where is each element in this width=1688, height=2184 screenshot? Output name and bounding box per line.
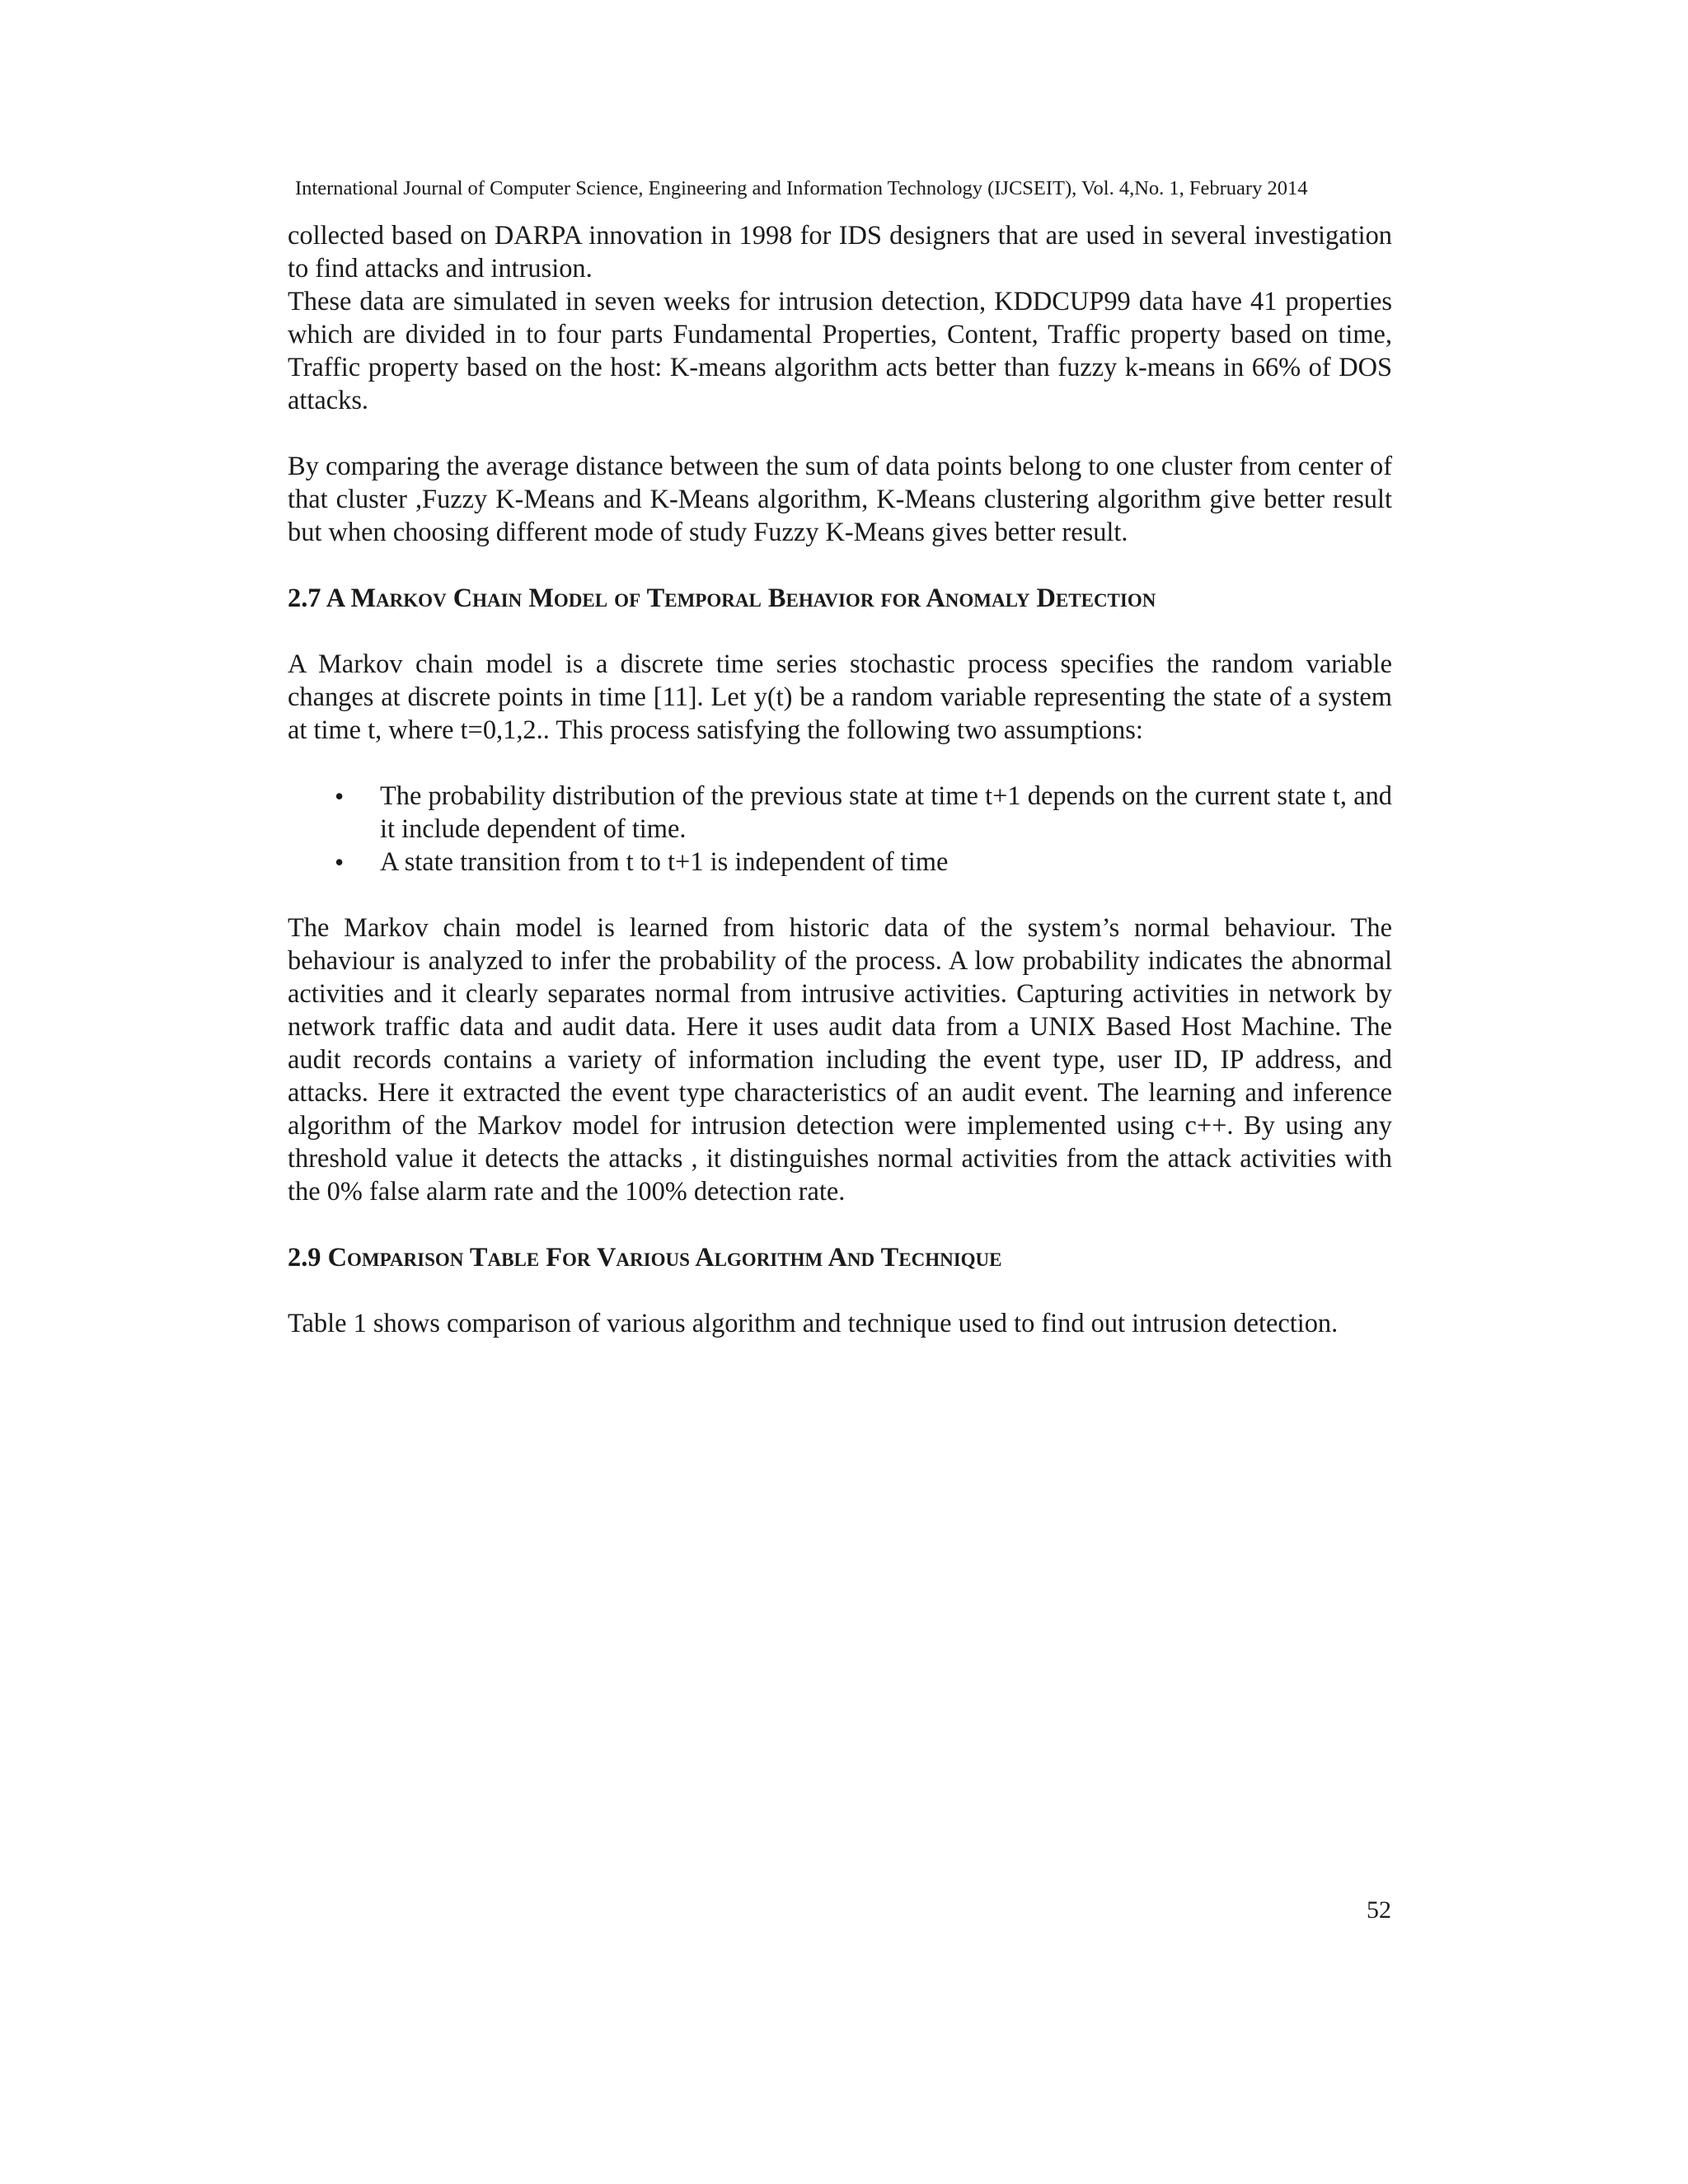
bullet-icon: • xyxy=(335,847,345,877)
paragraph-kmeans-comparison: By comparing the average distance between the sum of data points belong to one cluster from center of that cluster ,Fuzzy K-Means and K-Means algorithm, K-Means clustering algorithm give better result but when choosing different mode of study Fuzzy K-Means gives better result. xyxy=(288,452,1392,547)
paragraph-darpa: collected based on DARPA innovation in 1998 for IDS designers that are used in several investigation to find attacks and intrusion. xyxy=(288,221,1392,284)
page-number: 52 xyxy=(1367,1896,1391,1924)
paragraph-markov-intro: A Markov chain model is a discrete time series stochastic process specifies the random variable changes at discrete points in time [11]. Let y(t) be a random variable representing the state of a system at time t, where t=0,1,2.. This process satisfying the following two assumptions: xyxy=(288,649,1392,745)
list-item xyxy=(288,780,1392,846)
list-item-text: The probability distribution of the previous state at time t+1 depends on the current state t, and it include dependent of time. xyxy=(380,781,1392,844)
paragraph-markov-body: The Markov chain model is learned from historic data of the system’s normal behaviour. The behaviour is analyzed to infer the probability of the process. A low probability indicates the abnormal activities and it clearly separates normal from intrusive activities. Capturing activities in network by network traffic data and audit data. Here it uses audit data from a UNIX Based Host Machine. The audit records contains a variety of information including the event type, user ID, IP address, and attacks. Here it extracted the event type characteristics of an audit event. The learning and inference algorithm of the Markov model for intrusion detection were implemented using c++. By using any threshold value it detects the attacks , it distinguishes normal activities from the attack activities with the 0% false alarm rate and the 100% detection rate. xyxy=(288,913,1392,1207)
list-item xyxy=(288,846,1392,879)
paragraph-table-intro: Table 1 shows comparison of various algorithm and technique used to find out intrusion detection. xyxy=(288,1309,1339,1338)
section-heading-2-7: 2.7 A Markov Chain Model of Temporal Behavior for Anomaly Detection xyxy=(288,583,1156,613)
paragraph-kddcup99: These data are simulated in seven weeks for intrusion detection, KDDCUP99 data have 41 properties which are divided in to four parts Fundamental Properties, Content, Traffic property based on time, Traffic property based on the host: K-means algorithm acts better than fuzzy k-means in 66% of DOS attacks. xyxy=(288,287,1392,415)
list-item-text: A state transition from t to t+1 is independent of time xyxy=(380,847,949,877)
assumptions-list xyxy=(288,780,1392,879)
section-heading-2-9: 2.9 Comparison Table For Various Algorithm And Technique xyxy=(288,1243,1002,1272)
running-header: International Journal of Computer Science, Engineering and Information Technology (IJCSEIT), Vol. 4,No. 1, February 2014 xyxy=(295,177,1308,199)
bullet-icon: • xyxy=(335,781,345,811)
page-body xyxy=(288,219,1392,1340)
